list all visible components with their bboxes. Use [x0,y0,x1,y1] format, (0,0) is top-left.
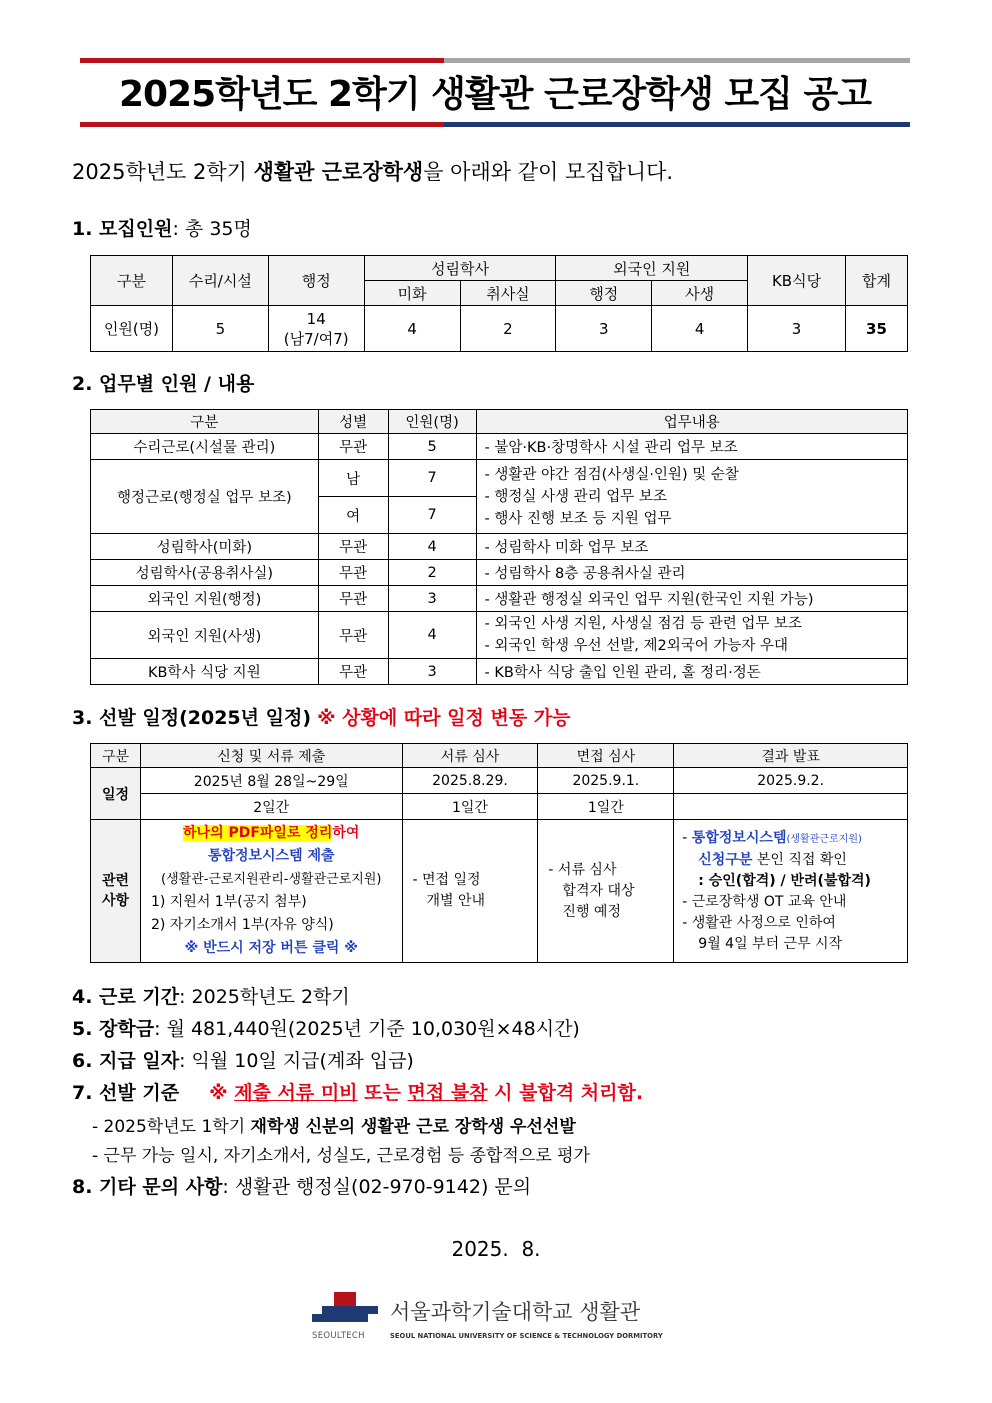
criteria-line-2: - 근무 가능 일시, 자기소개서, 성실도, 근로경험 등 종합적으로 평가 [92,1146,590,1166]
duty-sex: 무관 [318,586,388,612]
th-sched-apply: 신청 및 서류 제출 [140,744,402,768]
th-kb: KB식당 [748,256,846,306]
notice-date: 2025. 8. [451,1237,541,1261]
result-details: - 통합정보시스템(생활관근로지원) 신청구분 본인 직접 확인 : 승인(합격) / 반려(불합격) - 근로장학생 OT 교육 안내 - 생활관 사정으로 인하여 9월 4일 부터 근무 시작 [674,820,908,963]
duty-count: 4 [388,612,476,659]
duty-desc: - 생활관 행정실 외국인 업무 지원(한국인 지원 가능) [476,586,907,612]
logo-brand: SEOULTECH [312,1331,365,1341]
criteria-line-1: - 2025학년도 1학기 재학생 신분의 생활관 근로 장학생 우선선발 [92,1117,576,1137]
duty-name: 외국인 지원(행정) [91,586,319,612]
date-apply: 2025년 8월 28일~29일 [140,768,402,794]
duty-sex: 무관 [318,534,388,560]
cell-f-haengjeong: 3 [556,306,652,352]
th-duty-desc: 업무내용 [476,410,907,434]
title-top-bar-gray [444,58,910,63]
th-haengjeong: 행정 [268,256,364,306]
seoultech-logo [312,1292,682,1352]
title-bottom-bar-navy [444,122,910,127]
cell-haengjeong: 14 (남7/여7) [268,306,364,352]
th-duty-sex: 성별 [318,410,388,434]
duty-sex: 무관 [318,612,388,659]
title-top-bar-red [80,58,444,63]
duty-name: 행정근로(행정실 업무 보조) [91,460,319,534]
logo-sub-text: SEOUL NATIONAL UNIVERSITY OF SCIENCE & TECHNOLOGY DORMITORY [390,1332,663,1340]
duty-name: 성림학사(공용취사실) [91,560,319,586]
section-1-heading: 1. 모집인원: 총 35명 [72,218,252,240]
th-foreign: 외국인 지원 [556,256,748,281]
duty-sex: 무관 [318,659,388,685]
duty-desc: - 생활관 야간 점검(사생실·인원) 및 순찰 - 행정실 사생 관리 업무 보조 - 행사 진행 보조 등 지원 업무 [476,460,907,534]
section-3-heading: 3. 선발 일정(2025년 일정) ※ 상황에 따라 일정 변동 가능 [72,707,571,729]
duty-name: KB학사 식당 지원 [91,659,319,685]
section-5: 5. 장학금: 월 481,440원(2025년 기준 10,030원×48시간) [72,1018,580,1040]
th-suri: 수리/시설 [172,256,268,306]
duty-count: 3 [388,586,476,612]
section-8: 8. 기타 문의 사항: 생활관 행정실(02-970-9142) 문의 [72,1176,532,1198]
duration-doc: 1일간 [402,794,538,820]
th-duty-count: 인원(명) [388,410,476,434]
duty-count: 7 [388,460,476,497]
duty-desc: - KB학사 식당 출입 인원 관리, 홀 정리·정돈 [476,659,907,685]
th-mihwa: 미화 [364,281,460,306]
date-result: 2025.9.2. [674,768,908,794]
section-7: 7. 선발 기준 ※ 제출 서류 미비 또는 면접 불참 시 불합격 처리함. [72,1082,644,1104]
table-row [91,534,908,560]
duty-desc: - 성림학사 8층 공용취사실 관리 [476,560,907,586]
duty-sex: 남 [318,460,388,497]
th-gubun: 구분 [91,256,173,306]
cell-mihwa: 4 [364,306,460,352]
duty-count: 4 [388,534,476,560]
th-chwisa: 취사실 [460,281,556,306]
intro-text: 2025학년도 2학기 생활관 근로장학생을 아래와 같이 모집합니다. [72,160,674,184]
section-6: 6. 지급 일자: 익월 10일 지급(계좌 입금) [72,1050,414,1072]
cell-f-sasaeng: 4 [652,306,748,352]
th-sched-doc: 서류 심사 [402,744,538,768]
table-row [91,659,908,685]
duty-sex: 여 [318,497,388,534]
date-interview: 2025.9.1. [538,768,674,794]
schedule-label: 일정 [91,768,141,820]
row-label: 인원(명) [91,306,173,352]
duration-apply: 2일간 [140,794,402,820]
table-row [91,612,908,659]
interview-details: - 서류 심사 합격자 대상 진행 예정 [538,820,674,963]
duty-count: 7 [388,497,476,534]
table-row [91,560,908,586]
cell-total: 35 [845,306,907,352]
seoultech-emblem-icon [312,1292,380,1330]
schedule-change-note: ※ 상황에 따라 일정 변동 가능 [317,707,571,729]
th-sched-interview: 면접 심사 [538,744,674,768]
th-sched-gubun: 구분 [91,744,141,768]
apply-details: 하나의 PDF파일로 정리하여 통합정보시스템 제출 (생활관-근로지원관리-생활관근로지원) 1) 지원서 1부(공지 첨부) 2) 자기소개서 1부(자유 양식) ※ 반드시 저장 버튼 클릭 ※ [140,820,402,963]
th-total: 합계 [845,256,907,306]
th-f-haengjeong: 행정 [556,281,652,306]
th-sched-result: 결과 발표 [674,744,908,768]
table-row [91,434,908,460]
related-label: 관련 사항 [91,820,141,963]
title-bottom-bar-red [80,122,444,127]
duty-sex: 무관 [318,560,388,586]
duration-result [674,794,908,820]
duty-name: 성림학사(미화) [91,534,319,560]
duty-count: 2 [388,560,476,586]
cell-chwisa: 2 [460,306,556,352]
duty-table [90,409,908,685]
duty-name: 수리근로(시설물 관리) [91,434,319,460]
cell-suri: 5 [172,306,268,352]
recruit-count-table [90,255,908,352]
duty-desc: - 성림학사 미화 업무 보조 [476,534,907,560]
doc-review-details: - 면접 일정 개별 안내 [402,820,538,963]
table-row [91,460,908,497]
th-f-sasaeng: 사생 [652,281,748,306]
table-row [91,586,908,612]
th-duty-gubun: 구분 [91,410,319,434]
section-2-heading: 2. 업무별 인원 / 내용 [72,373,255,395]
th-seongrim: 성림학사 [364,256,556,281]
duty-desc: - 불암·KB·창명학사 시설 관리 업무 보조 [476,434,907,460]
duty-sex: 무관 [318,434,388,460]
duty-desc: - 외국인 사생 지원, 사생실 점검 등 관련 업무 보조 - 외국인 학생 우선 선발, 제2외국어 가능자 우대 [476,612,907,659]
section-4: 4. 근로 기간: 2025학년도 2학기 [72,986,350,1008]
page-title: 2025학년도 2학기 생활관 근로장학생 모집 공고 [118,74,872,115]
schedule-table [90,743,908,963]
duty-count: 3 [388,659,476,685]
selection-warning: ※ 제출 서류 미비 또는 면접 불참 시 불합격 처리함. [209,1082,644,1104]
logo-main-text: 서울과학기술대학교 생활관 [390,1300,641,1324]
date-doc: 2025.8.29. [402,768,538,794]
duration-interview: 1일간 [538,794,674,820]
cell-kb: 3 [748,306,846,352]
duty-name: 외국인 지원(사생) [91,612,319,659]
duty-count: 5 [388,434,476,460]
